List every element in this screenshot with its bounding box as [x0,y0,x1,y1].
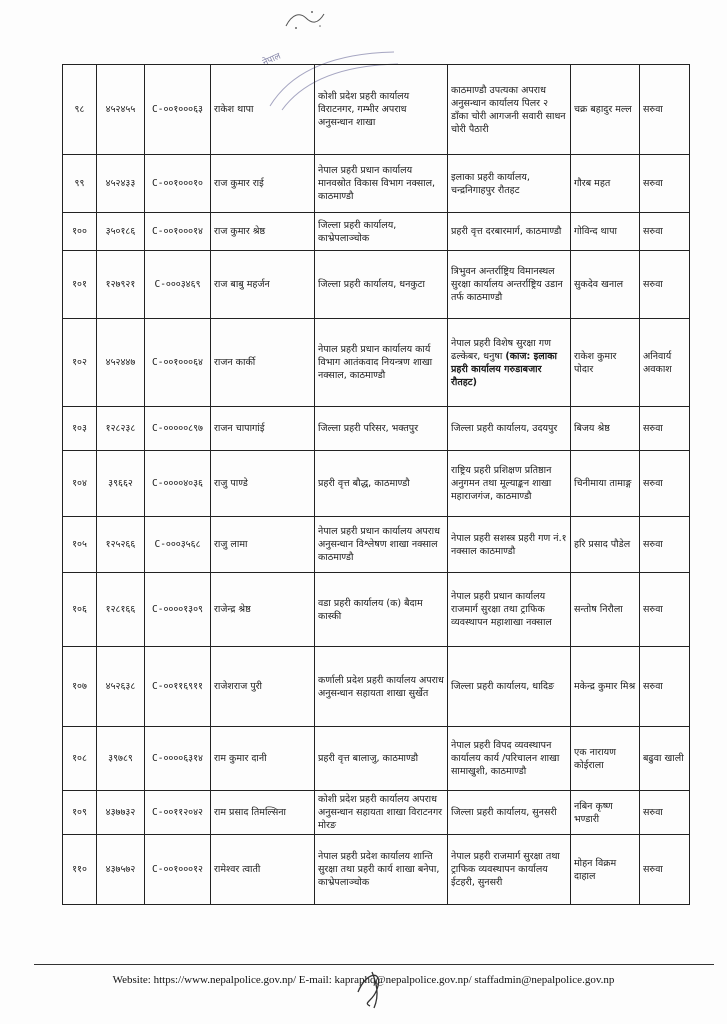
code-cell-text: C-००००१३०९ [152,604,203,615]
code-cell-text: C-००१०००१० [152,178,203,189]
code-cell [145,251,211,319]
table-row [63,517,690,573]
table-row [63,573,690,647]
new-office-cell [448,517,571,573]
serial-number-cell-text: १०६ [72,604,87,615]
new-office-cell [448,727,571,791]
personnel-id-cell [97,517,145,573]
current-office-cell [315,213,448,251]
personnel-id-cell-text: ४५२४५५ [105,104,136,115]
recommender-cell [571,573,640,647]
personnel-id-cell-text: ४५२४४७ [105,357,136,368]
table-row [63,407,690,451]
current-office-cell-text: कोशी प्रदेश प्रहरी कार्यालय विराटनगर, गम्भीर अपराध अनुसन्धान शाखा [318,91,410,128]
serial-number-cell-text: १०७ [72,681,87,692]
table-row [63,213,690,251]
remarks-cell [640,517,690,573]
code-cell-text: C-००००६३१४ [152,753,203,764]
serial-number-cell-text: १०० [72,226,87,237]
name-cell-text: राज कुमार श्रेष्ठ [214,226,266,237]
current-office-cell [315,65,448,155]
serial-number-cell [63,727,97,791]
personnel-id-cell-text: ४५२४३३ [105,178,136,189]
current-office-cell [315,517,448,573]
current-office-cell-text: कोशी प्रदेश प्रहरी कार्यालय अपराध अनुसन्धान सहायता शाखा विराटनगर मोरङ [318,794,443,831]
new-office-cell [448,319,571,407]
serial-number-cell [63,407,97,451]
recommender-cell [571,155,640,213]
code-cell-text: C-००१०००१२ [152,864,203,875]
remarks-cell [640,573,690,647]
code-cell-text: C-००११२०४२ [152,807,203,818]
name-cell [211,251,315,319]
remarks-cell [640,155,690,213]
new-office-cell [448,451,571,517]
table-row [63,727,690,791]
current-office-cell-text: प्रहरी वृत्त बौद्ध, काठमाण्डौ [318,478,410,489]
remarks-cell-text: सरुवा [643,604,663,615]
remarks-cell [640,791,690,835]
code-cell [145,213,211,251]
recommender-cell-text: राकेश कुमार पोदार [574,350,617,375]
scribble-mark-icon [282,8,328,34]
remarks-cell-text: सरुवा [643,864,663,875]
code-cell-text: C-०००३५६८ [154,539,201,550]
recommender-cell [571,647,640,727]
serial-number-cell-text: १०४ [72,478,87,489]
code-cell [145,407,211,451]
current-office-cell-text: नेपाल प्रहरी प्रधान कार्यालय कार्य विभाग आतंकवाद नियन्त्रण शाखा नक्साल, काठमाण्डौ [318,344,433,381]
code-cell-text: C-००१०००६३ [152,104,203,115]
current-office-cell-text: जिल्ला प्रहरी कार्यालय, धनकुटा [318,279,425,290]
transfer-roster-table [62,64,690,905]
personnel-id-cell-text: १२८१६६ [105,604,136,615]
serial-number-cell-text: ११० [72,864,87,875]
code-cell [145,451,211,517]
name-cell [211,155,315,213]
remarks-cell-text: सरुवा [643,539,663,550]
serial-number-cell [63,573,97,647]
personnel-id-cell-text: ४३७५७२ [105,864,136,875]
code-cell-text: C-००११६९११ [152,681,203,692]
serial-number-cell-text: ९९ [74,178,85,189]
current-office-cell [315,791,448,835]
recommender-cell-text: चिनीमाया तामाङ्ग [574,478,632,489]
code-cell [145,65,211,155]
new-office-cell [448,65,571,155]
name-cell-text: रामेश्वर त्वाती [214,864,261,875]
remarks-cell [640,407,690,451]
new-office-cell-text: जिल्ला प्रहरी कार्यालय, उदयपुर [451,423,558,434]
name-cell-text: राज बाबु महर्जन [214,279,270,290]
serial-number-cell [63,213,97,251]
current-office-cell [315,407,448,451]
code-cell [145,573,211,647]
personnel-id-cell [97,407,145,451]
serial-number-cell [63,251,97,319]
new-office-cell [448,251,571,319]
table-row [63,835,690,905]
new-office-cell-text: नेपाल प्रहरी प्रधान कार्यालय राजमार्ग सुरक्षा तथा ट्राफिक व्यवस्थापन महाशाखा नक्साल [451,591,552,628]
code-cell-text: C-००१०००१४ [152,226,203,237]
remarks-cell-text: सरुवा [643,226,663,237]
personnel-id-cell [97,835,145,905]
personnel-id-cell [97,319,145,407]
remarks-cell-text: सरुवा [643,478,663,489]
code-cell [145,835,211,905]
code-cell-text: C-००१०००६४ [152,357,203,368]
name-cell [211,517,315,573]
remarks-cell [640,319,690,407]
recommender-cell-text: सन्तोष निरौला [574,604,623,615]
new-office-cell-text: प्रहरी वृत्त दरबारमार्ग, काठमाण्डौ [451,226,562,237]
name-cell-text: राकेश थापा [214,104,254,115]
name-cell-text: राजु लामा [214,539,248,550]
current-office-cell [315,647,448,727]
new-office-cell-text: इलाका प्रहरी कार्यालय, चन्द्रनिगाहपुर रौतहट [451,171,530,196]
new-office-cell-text: नेपाल प्रहरी सशस्त्र प्रहरी गण नं.१ नक्साल काठमाण्डौ [451,532,567,557]
remarks-cell [640,451,690,517]
recommender-cell [571,451,640,517]
new-office-cell-text: नेपाल प्रहरी विपद व्यवस्थापन कार्यालय कार्य /परिचालन शाखा सामाखुशी, काठमाण्डौ [451,740,560,777]
table-row [63,319,690,407]
serial-number-cell [63,835,97,905]
current-office-cell [315,155,448,213]
name-cell [211,647,315,727]
personnel-id-cell-text: १२५२६६ [105,539,136,550]
personnel-id-cell [97,213,145,251]
table-row [63,647,690,727]
recommender-cell-text: मोहन विक्रम दाहाल [574,857,617,882]
code-cell [145,791,211,835]
remarks-cell [640,835,690,905]
code-cell [145,647,211,727]
current-office-cell-text: जिल्ला प्रहरी परिसर, भक्तपुर [318,423,419,434]
personnel-id-cell-text: ४५२६३८ [105,681,136,692]
recommender-cell [571,727,640,791]
serial-number-cell [63,155,97,213]
current-office-cell [315,727,448,791]
recommender-cell [571,319,640,407]
personnel-id-cell-text: ३९६६२ [108,478,133,489]
name-cell [211,835,315,905]
name-cell [211,213,315,251]
remarks-cell-text: अनिवार्य अवकाश [643,350,672,375]
recommender-cell-text: चक्र बहादुर मल्ल [574,104,632,115]
recommender-cell [571,65,640,155]
serial-number-cell-text: १०१ [72,279,87,290]
serial-number-cell-text: १०२ [72,357,87,368]
name-cell [211,319,315,407]
remarks-cell [640,65,690,155]
serial-number-cell [63,647,97,727]
new-office-cell-text: राष्ट्रिय प्रहरी प्रशिक्षण प्रतिष्ठान अनुगमन तथा मूल्याङ्कन शाखा महाराजगंज, काठमाण्डौ [451,465,552,502]
name-cell-text: राजेन्द्र श्रेष्ठ [214,604,251,615]
personnel-id-cell-text: ३५०१८६ [105,226,136,237]
name-cell [211,451,315,517]
current-office-cell [315,835,448,905]
name-cell-text: राज कुमार राई [214,178,264,189]
serial-number-cell-text: १०३ [72,423,87,434]
remarks-cell-text: सरुवा [643,681,663,692]
name-cell-text: राम प्रसाद तिमल्सिना [214,807,286,818]
serial-number-cell [63,319,97,407]
remarks-cell [640,251,690,319]
name-cell-text: राम कुमार दानी [214,753,267,764]
personnel-id-cell-text: १२७९२१ [105,279,136,290]
new-office-cell [448,791,571,835]
remarks-cell [640,647,690,727]
recommender-cell-text: गोविन्द थापा [574,226,617,237]
current-office-cell-text: नेपाल प्रहरी प्रधान कार्यालय अपराध अनुसन्धान विश्लेषण शाखा नक्साल काठमाण्डौ [318,526,440,563]
personnel-id-cell [97,573,145,647]
current-office-cell [315,251,448,319]
serial-number-cell [63,65,97,155]
code-cell-text: C-००००४०३६ [152,478,203,489]
serial-number-cell [63,517,97,573]
recommender-cell [571,251,640,319]
name-cell-text: राजु पाण्डे [214,478,248,489]
personnel-id-cell [97,451,145,517]
remarks-cell [640,727,690,791]
new-office-cell-text: नेपाल प्रहरी विशेष सुरक्षा गण ढल्केबर, धनुषा [451,337,551,362]
current-office-cell-text: प्रहरी वृत्त बालाजु, काठमाण्डौ [318,753,419,764]
name-cell [211,727,315,791]
recommender-cell [571,407,640,451]
table-row [63,251,690,319]
remarks-cell-text: सरुवा [643,178,663,189]
remarks-cell-text: बढुवा खाली [643,753,684,764]
table-row [63,65,690,155]
serial-number-cell [63,791,97,835]
name-cell [211,407,315,451]
serial-number-cell-text: १०८ [72,753,87,764]
personnel-id-cell-text: १२८२३८ [105,423,136,434]
personnel-id-cell [97,251,145,319]
name-cell-text: राजन कार्की [214,357,256,368]
current-office-cell [315,451,448,517]
seal-text: नेपाल [261,51,283,69]
personnel-id-cell [97,727,145,791]
remarks-cell-text: सरुवा [643,104,663,115]
code-cell [145,727,211,791]
current-office-cell-text: नेपाल प्रहरी प्रधान कार्यालय मानवस्रोत विकास विभाग नक्साल, काठमाण्डौ [318,165,436,202]
current-office-cell [315,319,448,407]
new-office-cell-text: जिल्ला प्रहरी कार्यालय, धादिङ [451,681,555,692]
name-cell [211,573,315,647]
code-cell-text: C-०००३४६९ [154,279,201,290]
serial-number-cell-text: १०९ [72,807,87,818]
recommender-cell [571,517,640,573]
new-office-cell [448,213,571,251]
remarks-cell [640,213,690,251]
new-office-cell [448,647,571,727]
remarks-cell-text: सरुवा [643,279,663,290]
personnel-id-cell-text: ३९७८९ [108,753,133,764]
recommender-cell-text: नबिन कृष्ण भण्डारी [574,800,613,825]
serial-number-cell [63,451,97,517]
personnel-id-cell [97,791,145,835]
recommender-cell-text: एक नारायण कोईराला [574,746,617,771]
new-office-cell [448,835,571,905]
recommender-cell-text: मकेन्द्र कुमार मिश्र [574,681,636,692]
new-office-cell [448,155,571,213]
current-office-cell-text: जिल्ला प्रहरी कार्यालय, काभ्रेपलाञ्चोक [318,219,397,244]
code-cell [145,319,211,407]
code-cell-text: C-०००००८९७ [152,423,203,434]
personnel-id-cell [97,647,145,727]
current-office-cell-text: वडा प्रहरी कार्यालय (क) बैदाम कास्की [318,597,423,622]
personnel-id-cell [97,155,145,213]
new-office-cell-text: नेपाल प्रहरी राजमार्ग सुरक्षा तथा ट्राफिक व्यवस्थापन कार्यालय ईटहरी, सुनसरी [451,851,560,888]
new-office-cell-text: जिल्ला प्रहरी कार्यालय, सुनसरी [451,807,557,818]
recommender-cell [571,213,640,251]
new-office-cell [448,407,571,451]
footer-contact: Website: https://www.nepalpolice.gov.np/ E-mail: kapraphq@nepalpolice.gov.np/ staffadmin@nepalpolice.gov.np [112,974,615,986]
new-office-cell-text: काठमाण्डौ उपत्यका अपराध अनुसन्धान कार्यालय पिलर २ डाँका चोरी आगजनी सवारी साधन चोरी पैठारी [451,84,566,135]
recommender-cell-text: गौरब महत [574,178,611,189]
remarks-cell-text: सरुवा [643,423,663,434]
recommender-cell-text: सुकदेव खनाल [574,279,624,290]
name-cell-text: राजन चापागांई [214,423,265,434]
serial-number-cell-text: ९८ [74,104,85,115]
table-row [63,451,690,517]
current-office-cell-text: कर्णाली प्रदेश प्रहरी कार्यालय अपराध अनुसन्धान सहायता शाखा सुर्खेत [318,674,444,699]
new-office-cell [448,573,571,647]
recommender-cell-text: हरि प्रसाद पौडेल [574,539,631,550]
name-cell-text: राजेशराज पुरी [214,681,263,692]
roster-body [63,65,690,905]
recommender-cell [571,835,640,905]
name-cell [211,65,315,155]
code-cell [145,155,211,213]
serial-number-cell-text: १०५ [72,539,87,550]
handwritten-signature-icon [352,962,392,1010]
name-cell [211,791,315,835]
new-office-cell-text: त्रिभुवन अन्तर्राष्ट्रिय विमानस्थल सुरक्षा कार्यालय अन्तर्राष्ट्रिय उडान तर्फ काठमाण्डौ [451,266,563,303]
current-office-cell [315,573,448,647]
recommender-cell [571,791,640,835]
recommender-cell-text: बिजय श्रेष्ठ [574,423,610,434]
table-row [63,155,690,213]
deputation-note: (काज: इलाका प्रहरी कार्यालय गरुडाबजार रौतहट) [451,350,557,388]
code-cell [145,517,211,573]
current-office-cell-text: नेपाल प्रहरी प्रदेश कार्यालय शान्ति सुरक्षा तथा प्रहरी कार्य शाखा बनेपा, काभ्रेपलाञ्चोक [318,851,440,888]
remarks-cell-text: सरुवा [643,807,663,818]
personnel-id-cell [97,65,145,155]
table-row [63,791,690,835]
personnel-id-cell-text: ४३७७३२ [105,807,136,818]
